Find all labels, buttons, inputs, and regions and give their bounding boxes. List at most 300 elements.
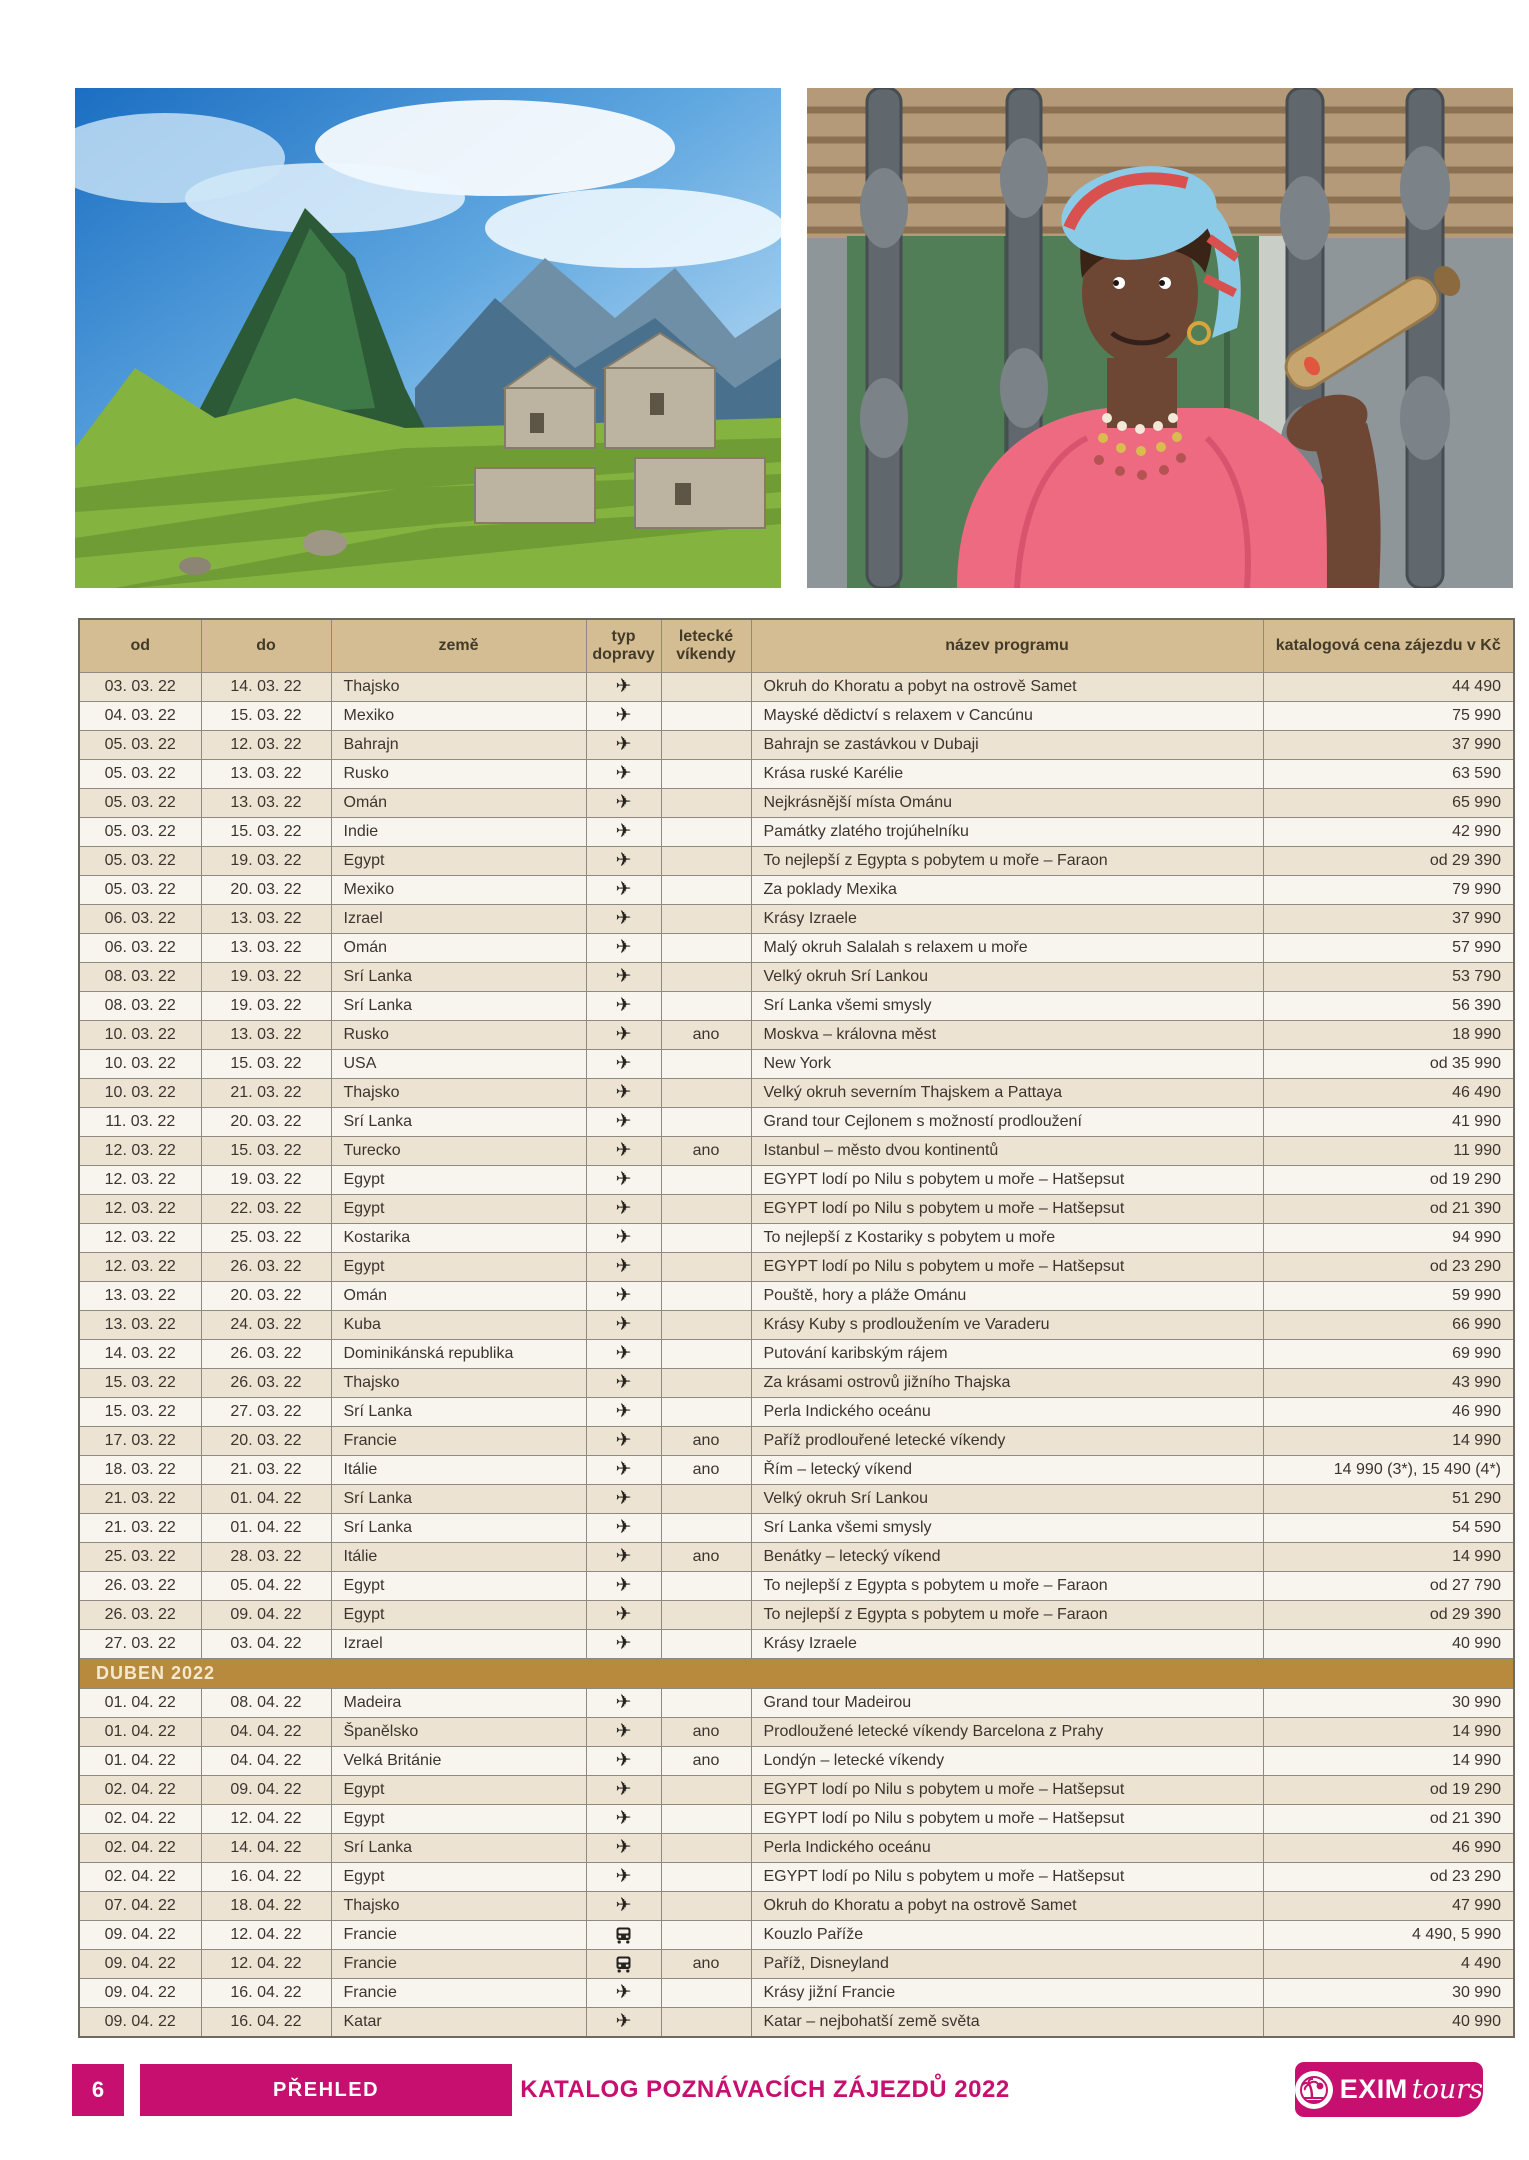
cell-country: Francie [331,1921,586,1950]
cell-country: Indie [331,818,586,847]
cell-date-from: 21. 03. 22 [79,1485,201,1514]
cell-transport [586,1747,661,1776]
cell-date-to: 25. 03. 22 [201,1224,331,1253]
plane-icon: ✈ [615,1197,632,1219]
table-row [79,1224,1514,1253]
table-row [79,1137,1514,1166]
section-header-label: DUBEN 2022 [79,1659,1514,1689]
cell-program-name: Perla Indického oceánu [751,1398,1263,1427]
bus-icon [614,1926,633,1943]
cell-country: Srí Lanka [331,992,586,1021]
cell-date-from: 12. 03. 22 [79,1224,201,1253]
table-row [79,1253,1514,1282]
cell-flight-weekend [661,673,751,702]
cell-country: Egypt [331,1166,586,1195]
cell-date-to: 04. 04. 22 [201,1747,331,1776]
cell-date-from: 11. 03. 22 [79,1108,201,1137]
cell-price: 63 590 [1263,760,1514,789]
cell-price: od 23 290 [1263,1253,1514,1282]
cell-flight-weekend [661,934,751,963]
cell-country: USA [331,1050,586,1079]
cell-transport [586,1485,661,1514]
cell-flight-weekend [661,1863,751,1892]
cell-country: Egypt [331,847,586,876]
cell-price: 11 990 [1263,1137,1514,1166]
table-row [79,1369,1514,1398]
table-row [79,1805,1514,1834]
cell-price: 40 990 [1263,1630,1514,1659]
logo-text-tours: tours [1411,2074,1483,2105]
cell-date-to: 09. 04. 22 [201,1776,331,1805]
cell-program-name: Krásy Kuby s prodloužením ve Varaderu [751,1311,1263,1340]
table-row [79,876,1514,905]
cell-flight-weekend [661,963,751,992]
cell-transport [586,1137,661,1166]
table-row [79,818,1514,847]
photo-strip [75,88,1513,588]
cell-date-to: 12. 04. 22 [201,1921,331,1950]
table-row [79,1079,1514,1108]
cell-date-from: 04. 03. 22 [79,702,201,731]
page-number: 6 [72,2064,124,2116]
cell-transport [586,702,661,731]
cell-flight-weekend [661,702,751,731]
cell-date-to: 15. 03. 22 [201,818,331,847]
cell-flight-weekend: ano [661,1427,751,1456]
table-row [79,1311,1514,1340]
cell-price: 79 990 [1263,876,1514,905]
cell-flight-weekend [661,1369,751,1398]
tours-table [78,618,1515,2038]
cell-date-to: 15. 03. 22 [201,1050,331,1079]
table-row [79,1747,1514,1776]
table-row [79,1601,1514,1630]
cell-price: 46 990 [1263,1398,1514,1427]
cell-date-from: 10. 03. 22 [79,1050,201,1079]
cell-country: Srí Lanka [331,1108,586,1137]
table-header [79,619,1514,673]
col-header-do: do [201,619,331,673]
cell-flight-weekend [661,760,751,789]
plane-icon: ✈ [615,1226,632,1248]
cell-price: 56 390 [1263,992,1514,1021]
cell-transport [586,1689,661,1718]
plane-icon: ✈ [615,1691,632,1713]
cell-flight-weekend [661,1485,751,1514]
cell-program-name: Pouště, hory a pláže Ománu [751,1282,1263,1311]
plane-icon: ✈ [615,849,632,871]
cell-date-from: 12. 03. 22 [79,1195,201,1224]
cell-program-name: Nejkrásnější místa Ománu [751,789,1263,818]
cell-flight-weekend: ano [661,1747,751,1776]
cell-price: 14 990 [1263,1543,1514,1572]
cell-country: Madeira [331,1689,586,1718]
cell-price: od 29 390 [1263,847,1514,876]
cell-program-name: EGYPT lodí po Nilu s pobytem u moře – Hatšepsut [751,1776,1263,1805]
cell-date-to: 04. 04. 22 [201,1718,331,1747]
cell-date-from: 05. 03. 22 [79,847,201,876]
cell-flight-weekend [661,1979,751,2008]
cell-program-name: Řím – letecký víkend [751,1456,1263,1485]
cell-program-name: Benátky – letecký víkend [751,1543,1263,1572]
table-row [79,992,1514,1021]
cell-flight-weekend [661,1630,751,1659]
table-row [79,760,1514,789]
cell-transport [586,1630,661,1659]
cell-transport [586,1166,661,1195]
table-row [79,1979,1514,2008]
cell-transport [586,731,661,760]
table-row [79,1021,1514,1050]
cell-price: od 19 290 [1263,1166,1514,1195]
cell-price: 53 790 [1263,963,1514,992]
cell-price: 54 590 [1263,1514,1514,1543]
cell-date-to: 26. 03. 22 [201,1369,331,1398]
table-row [79,1195,1514,1224]
plane-icon: ✈ [615,1313,632,1335]
table-row [79,1456,1514,1485]
table-row [79,1050,1514,1079]
cell-country: Francie [331,1950,586,1979]
cell-price: 57 990 [1263,934,1514,963]
cell-country: Španělsko [331,1718,586,1747]
cell-flight-weekend [661,1166,751,1195]
table-row [79,1921,1514,1950]
cell-price: od 21 390 [1263,1805,1514,1834]
cell-country: Bahrajn [331,731,586,760]
cell-country: Egypt [331,1572,586,1601]
cell-price: 18 990 [1263,1021,1514,1050]
cell-transport [586,1398,661,1427]
cell-price: 14 990 (3*), 15 490 (4*) [1263,1456,1514,1485]
cell-date-from: 27. 03. 22 [79,1630,201,1659]
table-row [79,1689,1514,1718]
plane-icon: ✈ [615,1429,632,1451]
cell-program-name: Velký okruh severním Thajskem a Pattaya [751,1079,1263,1108]
cell-date-from: 15. 03. 22 [79,1398,201,1427]
cell-price: 47 990 [1263,1892,1514,1921]
cell-price: 51 290 [1263,1485,1514,1514]
cell-country: Izrael [331,1630,586,1659]
cell-flight-weekend [661,789,751,818]
cell-date-from: 26. 03. 22 [79,1572,201,1601]
cell-transport [586,760,661,789]
plane-icon: ✈ [615,1487,632,1509]
cell-program-name: Srí Lanka všemi smysly [751,1514,1263,1543]
overview-tab[interactable]: PŘEHLED [140,2064,512,2116]
table-row [79,1776,1514,1805]
cell-price: 46 490 [1263,1079,1514,1108]
plane-icon: ✈ [615,1632,632,1654]
col-header-typ-dopravy: typ dopravy [586,619,661,673]
cell-program-name: EGYPT lodí po Nilu s pobytem u moře – Hatšepsut [751,1166,1263,1195]
cell-country: Srí Lanka [331,1514,586,1543]
cell-flight-weekend [661,876,751,905]
cell-date-to: 19. 03. 22 [201,963,331,992]
cell-flight-weekend [661,992,751,1021]
palm-tree-icon [1295,2071,1333,2109]
cell-flight-weekend [661,1311,751,1340]
cell-price: 4 490, 5 990 [1263,1921,1514,1950]
cell-date-to: 13. 03. 22 [201,789,331,818]
cell-price: od 19 290 [1263,1776,1514,1805]
cell-date-to: 01. 04. 22 [201,1514,331,1543]
table-row [79,1427,1514,1456]
table-row [79,789,1514,818]
cell-flight-weekend [661,1282,751,1311]
table-row [79,963,1514,992]
cell-date-to: 08. 04. 22 [201,1689,331,1718]
cell-program-name: Za krásami ostrovů jižního Thajska [751,1369,1263,1398]
cell-flight-weekend [661,818,751,847]
bus-icon [614,1955,633,1972]
cell-flight-weekend [661,1079,751,1108]
cell-price: 94 990 [1263,1224,1514,1253]
cell-date-from: 06. 03. 22 [79,934,201,963]
plane-icon: ✈ [615,1516,632,1538]
cell-date-to: 21. 03. 22 [201,1079,331,1108]
cell-program-name: EGYPT lodí po Nilu s pobytem u moře – Hatšepsut [751,1195,1263,1224]
col-header-katalogova-cena: katalogová cena zájezdu v Kč [1263,619,1514,673]
cell-program-name: Velký okruh Srí Lankou [751,1485,1263,1514]
cell-country: Egypt [331,1601,586,1630]
cell-flight-weekend [661,905,751,934]
cell-flight-weekend: ano [661,1543,751,1572]
cell-transport [586,992,661,1021]
plane-icon: ✈ [615,1836,632,1858]
table-row [79,1108,1514,1137]
table-row [79,702,1514,731]
cell-price: 4 490 [1263,1950,1514,1979]
cell-date-to: 03. 04. 22 [201,1630,331,1659]
plane-icon: ✈ [615,1574,632,1596]
cell-date-to: 01. 04. 22 [201,1485,331,1514]
cell-country: Egypt [331,1863,586,1892]
cell-transport [586,1021,661,1050]
plane-icon: ✈ [615,1894,632,1916]
table-row [79,1950,1514,1979]
cell-country: Kuba [331,1311,586,1340]
cell-date-to: 20. 03. 22 [201,876,331,905]
plane-icon: ✈ [615,1342,632,1364]
cell-flight-weekend: ano [661,1137,751,1166]
cell-flight-weekend: ano [661,1456,751,1485]
cell-program-name: Srí Lanka všemi smysly [751,992,1263,1021]
cell-date-from: 08. 03. 22 [79,963,201,992]
cell-price: 42 990 [1263,818,1514,847]
cell-date-to: 27. 03. 22 [201,1398,331,1427]
cell-date-to: 26. 03. 22 [201,1340,331,1369]
cell-program-name: Krásy Izraele [751,905,1263,934]
cell-date-to: 28. 03. 22 [201,1543,331,1572]
plane-icon: ✈ [615,1720,632,1742]
cell-program-name: Prodloužené letecké víkendy Barcelona z Prahy [751,1718,1263,1747]
table-row [79,1543,1514,1572]
plane-icon: ✈ [615,1865,632,1887]
cell-price: od 27 790 [1263,1572,1514,1601]
cell-price: 37 990 [1263,905,1514,934]
cell-date-to: 18. 04. 22 [201,1892,331,1921]
cell-date-from: 14. 03. 22 [79,1340,201,1369]
cell-flight-weekend [661,1572,751,1601]
plane-icon: ✈ [615,1081,632,1103]
cell-program-name: To nejlepší z Kostariky s pobytem u moře [751,1224,1263,1253]
plane-icon: ✈ [615,878,632,900]
cell-transport [586,2008,661,2038]
logo-text-exim: EXIM [1339,2074,1408,2104]
cell-price: 14 990 [1263,1427,1514,1456]
cell-country: Omán [331,1282,586,1311]
cell-date-to: 12. 04. 22 [201,1805,331,1834]
cell-date-from: 02. 04. 22 [79,1863,201,1892]
cell-country: Izrael [331,905,586,934]
cell-price: 30 990 [1263,1979,1514,2008]
table-row [79,1572,1514,1601]
cell-country: Thajsko [331,673,586,702]
cell-transport [586,1776,661,1805]
cell-transport [586,1340,661,1369]
cell-date-to: 20. 03. 22 [201,1427,331,1456]
cell-transport [586,963,661,992]
cell-date-from: 09. 04. 22 [79,2008,201,2038]
plane-icon: ✈ [615,907,632,929]
table-row [79,1485,1514,1514]
cell-date-from: 02. 04. 22 [79,1776,201,1805]
cell-date-to: 14. 03. 22 [201,673,331,702]
cell-transport [586,1572,661,1601]
plane-icon: ✈ [615,2010,632,2032]
cell-country: Mexiko [331,876,586,905]
cell-transport [586,673,661,702]
cell-country: Srí Lanka [331,1485,586,1514]
table-row [79,1398,1514,1427]
cell-country: Thajsko [331,1079,586,1108]
cell-flight-weekend [661,1834,751,1863]
table-row [79,1514,1514,1543]
plane-icon: ✈ [615,1807,632,1829]
cell-date-from: 01. 04. 22 [79,1718,201,1747]
cell-flight-weekend [661,1340,751,1369]
cell-price: 75 990 [1263,702,1514,731]
cell-date-from: 05. 03. 22 [79,818,201,847]
plane-icon: ✈ [615,1168,632,1190]
table-row [79,1282,1514,1311]
table-row [79,1892,1514,1921]
cell-price: 46 990 [1263,1834,1514,1863]
cell-program-name: To nejlepší z Egypta s pobytem u moře – Faraon [751,847,1263,876]
cell-program-name: EGYPT lodí po Nilu s pobytem u moře – Hatšepsut [751,1863,1263,1892]
section-header-duben [79,1659,1514,1689]
cell-date-from: 06. 03. 22 [79,905,201,934]
cell-flight-weekend [661,847,751,876]
cell-country: Srí Lanka [331,963,586,992]
cell-price: od 23 290 [1263,1863,1514,1892]
cell-program-name: Istanbul – město dvou kontinentů [751,1137,1263,1166]
cell-program-name: Grand tour Cejlonem s možností prodloužení [751,1108,1263,1137]
cell-program-name: Krása ruské Karélie [751,760,1263,789]
col-header-od: od [79,619,201,673]
cell-transport [586,1224,661,1253]
cell-date-to: 14. 04. 22 [201,1834,331,1863]
cell-date-to: 16. 04. 22 [201,2008,331,2038]
cell-flight-weekend: ano [661,1950,751,1979]
cell-country: Itálie [331,1456,586,1485]
cell-price: 41 990 [1263,1108,1514,1137]
cell-program-name: Londýn – letecké víkendy [751,1747,1263,1776]
cell-program-name: To nejlepší z Egypta s pobytem u moře – Faraon [751,1601,1263,1630]
cell-program-name: Putování karibským rájem [751,1340,1263,1369]
table-row [79,673,1514,702]
cell-flight-weekend [661,1776,751,1805]
cell-country: Egypt [331,1253,586,1282]
plane-icon: ✈ [615,1603,632,1625]
plane-icon: ✈ [615,704,632,726]
cell-program-name: Perla Indického oceánu [751,1834,1263,1863]
cell-transport [586,1427,661,1456]
cell-flight-weekend [661,1892,751,1921]
cell-date-from: 07. 04. 22 [79,1892,201,1921]
cell-date-from: 15. 03. 22 [79,1369,201,1398]
cell-date-from: 18. 03. 22 [79,1456,201,1485]
cell-date-to: 15. 03. 22 [201,1137,331,1166]
cell-program-name: Okruh do Khoratu a pobyt na ostrově Samet [751,1892,1263,1921]
cell-price: od 35 990 [1263,1050,1514,1079]
table-row [79,1718,1514,1747]
cell-country: Francie [331,1427,586,1456]
cell-program-name: Kouzlo Paříže [751,1921,1263,1950]
cell-transport [586,1108,661,1137]
cell-transport [586,1311,661,1340]
plane-icon: ✈ [615,1400,632,1422]
cell-transport [586,1863,661,1892]
plane-icon: ✈ [615,1052,632,1074]
cell-transport [586,1950,661,1979]
cell-transport [586,934,661,963]
cell-date-from: 17. 03. 22 [79,1427,201,1456]
cell-program-name: Paříž prodlouřené letecké víkendy [751,1427,1263,1456]
cell-transport [586,1050,661,1079]
cell-date-from: 09. 04. 22 [79,1921,201,1950]
plane-icon: ✈ [615,820,632,842]
cell-program-name: Velký okruh Srí Lankou [751,963,1263,992]
cell-country: Katar [331,2008,586,2038]
table-row [79,847,1514,876]
cell-date-to: 13. 03. 22 [201,905,331,934]
plane-icon: ✈ [615,1110,632,1132]
cell-date-from: 05. 03. 22 [79,760,201,789]
cell-date-from: 12. 03. 22 [79,1137,201,1166]
cell-transport [586,876,661,905]
cell-country: Mexiko [331,702,586,731]
cell-country: Thajsko [331,1892,586,1921]
exim-tours-logo [1295,2062,1483,2117]
cell-program-name: Okruh do Khoratu a pobyt na ostrově Samet [751,673,1263,702]
cell-flight-weekend [661,1514,751,1543]
photo-cuban-woman [807,88,1513,588]
cell-country: Srí Lanka [331,1834,586,1863]
cell-date-to: 19. 03. 22 [201,847,331,876]
cell-price: 65 990 [1263,789,1514,818]
plane-icon: ✈ [615,1749,632,1771]
cell-country: Omán [331,934,586,963]
cell-transport [586,1282,661,1311]
cell-date-from: 13. 03. 22 [79,1311,201,1340]
table-row [79,2008,1514,2038]
cell-country: Srí Lanka [331,1398,586,1427]
cell-program-name: Paříž, Disneyland [751,1950,1263,1979]
cell-program-name: Krásy Izraele [751,1630,1263,1659]
cell-date-from: 10. 03. 22 [79,1021,201,1050]
